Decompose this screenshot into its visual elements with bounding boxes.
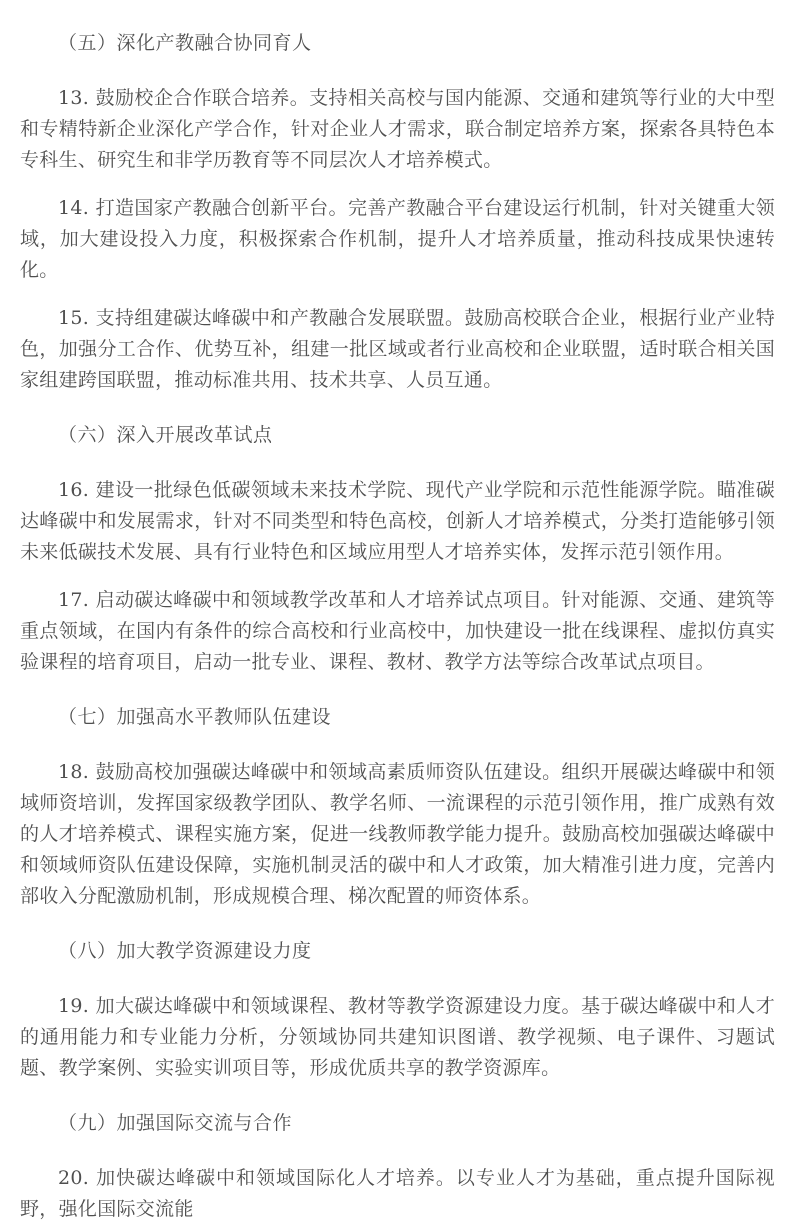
- section-heading-8: （八）加大教学资源建设力度: [58, 940, 312, 962]
- section-heading-9: （九）加强国际交流与合作: [58, 1112, 293, 1134]
- paragraph-16: 16. 建设一批绿色低碳领域未来技术学院、现代产业学院和示范性能源学院。瞄准碳达峰碳中和发展需求，针对不同类型和特色高校，创新人才培养模式，分类打造能够引领未来低碳技术发展、具有行业特色和区域应用型人才培养实体，发挥示范引领作用。: [20, 479, 775, 563]
- section-heading-6: （六）深入开展改革试点: [58, 424, 273, 446]
- paragraph-15: 15. 支持组建碳达峰碳中和产教融合发展联盟。鼓励高校联合企业，根据行业产业特色，加强分工合作、优势互补，组建一批区域或者行业高校和企业联盟，适时联合相关国家组建跨国联盟，推动标准共用、技术共享、人员互通。: [20, 307, 775, 391]
- paragraph-17: 17. 启动碳达峰碳中和领域教学改革和人才培养试点项目。针对能源、交通、建筑等重点领域，在国内有条件的综合高校和行业高校中，加快建设一批在线课程、虚拟仿真实验课程的培育项目，启动一批专业、课程、教材、教学方法等综合改革试点项目。: [20, 589, 775, 673]
- section-heading-5: （五）深化产教融合协同育人: [58, 32, 312, 54]
- section-heading-7: （七）加强高水平教师队伍建设: [58, 706, 332, 728]
- paragraph-20: 20. 加快碳达峰碳中和领域国际化人才培养。以专业人才为基础，重点提升国际视野，强化国际交流能: [20, 1167, 775, 1220]
- paragraph-18: 18. 鼓励高校加强碳达峰碳中和领域高素质师资队伍建设。组织开展碳达峰碳中和领域师资培训，发挥国家级教学团队、教学名师、一流课程的示范引领作用，推广成熟有效的人才培养模式、课程实施方案，促进一线教师教学能力提升。鼓励高校加强碳达峰碳中和领域师资队伍建设保障，实施机制灵活的碳中和人才政策，加大精准引进力度，完善内部收入分配激励机制，形成规模合理、梯次配置的师资体系。: [20, 761, 775, 907]
- paragraph-13: 13. 鼓励校企合作联合培养。支持相关高校与国内能源、交通和建筑等行业的大中型和专精特新企业深化产学合作，针对企业人才需求，联合制定培养方案，探索各具特色本专科生、研究生和非学历教育等不同层次人才培养模式。: [20, 87, 775, 171]
- paragraph-19: 19. 加大碳达峰碳中和领域课程、教材等教学资源建设力度。基于碳达峰碳中和人才的通用能力和专业能力分析，分领域协同共建知识图谱、教学视频、电子课件、习题试题、教学案例、实验实训项目等，形成优质共享的教学资源库。: [20, 995, 775, 1079]
- paragraph-14: 14. 打造国家产教融合创新平台。完善产教融合平台建设运行机制，针对关键重大领域，加大建设投入力度，积极探索合作机制，提升人才培养质量，推动科技成果快速转化。: [20, 197, 775, 281]
